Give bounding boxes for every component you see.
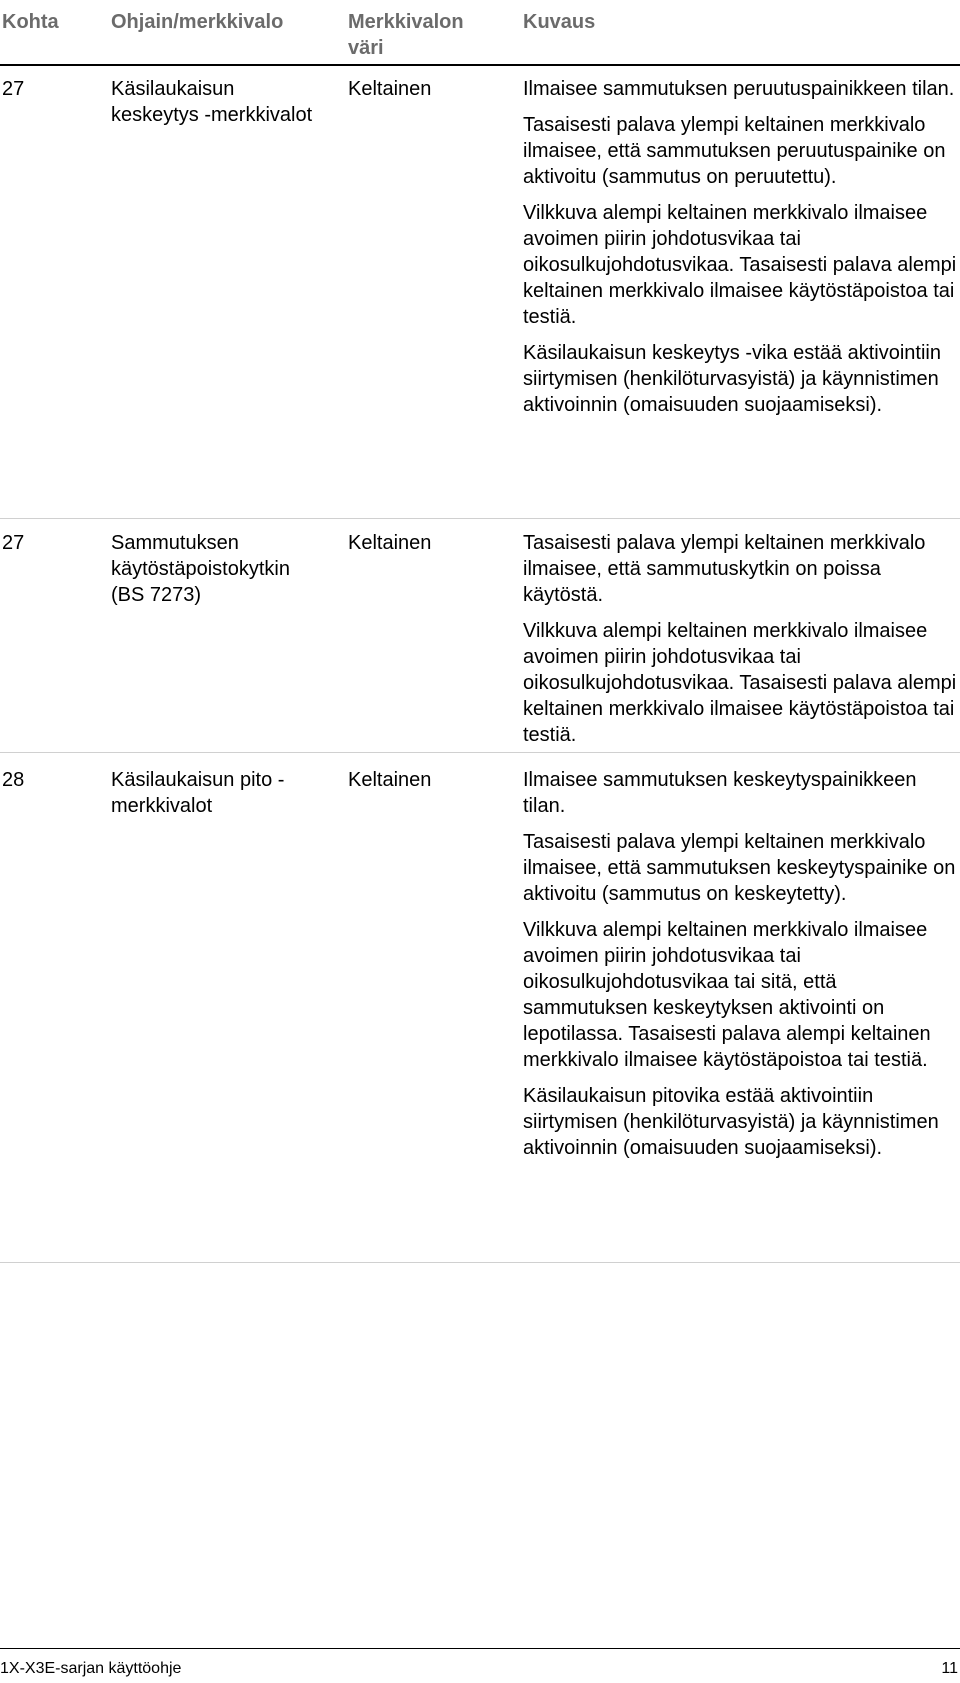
header-vari: Merkkivalon väri: [348, 11, 464, 59]
row-vari: Keltainen: [348, 532, 432, 554]
row-ohjain: Käsilaukaisun keskeytys -merkkivalot: [111, 78, 313, 126]
description-paragraph: Tasaisesti palava ylempi keltainen merkkivalo ilmaisee, että sammutuksen keskeytyspainike on aktivoitu (sammutus on keskeytetty).: [523, 831, 956, 905]
page-footer: [0, 1648, 960, 1683]
footer-page-number: 11: [941, 1660, 958, 1677]
description-paragraph: Ilmaisee sammutuksen keskeytyspainikkeen tilan.: [523, 769, 917, 817]
row-kohta: 28: [2, 769, 25, 791]
row-vari: Keltainen: [348, 769, 432, 791]
row-vari: Keltainen: [348, 78, 432, 100]
description-paragraph: Käsilaukaisun keskeytys -vika estää aktivointiin siirtymisen (henkilöturvasyistä) ja käynnistimen aktivoinnin (omaisuuden suojaamiseksi).: [523, 342, 941, 416]
description-paragraph: Tasaisesti palava ylempi keltainen merkkivalo ilmaisee, että sammutuksen peruutuspainike on aktivoitu (sammutus on peruutettu).: [523, 114, 946, 188]
description-paragraph: Tasaisesti palava ylempi keltainen merkkivalo ilmaisee, että sammutuskytkin on poissa käytöstä.: [523, 532, 926, 606]
header-kohta: Kohta: [2, 11, 59, 33]
row-kohta: 27: [2, 532, 25, 554]
table-header-row: [0, 0, 960, 66]
row-ohjain: Käsilaukaisun pito -merkkivalot: [111, 769, 285, 817]
description-paragraph: Käsilaukaisun pitovika estää aktivointiin siirtymisen (henkilöturvasyistä) ja käynnistimen aktivoinnin (omaisuuden suojaamiseksi).: [523, 1085, 939, 1159]
row-kohta: 27: [2, 78, 25, 100]
footer-document-title: 1X-X3E-sarjan käyttöohje: [0, 1660, 182, 1677]
description-paragraph: Vilkkuva alempi keltainen merkkivalo ilmaisee avoimen piirin johdotusvikaa tai oikosulkujohdotusvikaa. Tasaisesti palava alempi keltainen merkkivalo ilmaisee käytöstäpoistoa tai testiä.: [523, 620, 957, 746]
description-paragraph: Vilkkuva alempi keltainen merkkivalo ilmaisee avoimen piirin johdotusvikaa tai oikosulkujohdotusvikaa tai sitä, että sammutuksen keskeytyksen aktivointi on lepotilassa. Tasaisesti palava alempi keltainen merkkivalo ilmaisee käytöstäpoistoa tai testiä.: [523, 919, 931, 1071]
row-kuvaus: [523, 767, 960, 1171]
table-row: [0, 767, 960, 1263]
description-paragraph: Vilkkuva alempi keltainen merkkivalo ilmaisee avoimen piirin johdotusvikaa tai oikosulkujohdotusvikaa. Tasaisesti palava alempi keltainen merkkivalo ilmaisee käytöstäpoistoa tai testiä.: [523, 202, 957, 328]
header-kuvaus: Kuvaus: [523, 11, 596, 33]
table-row: [0, 530, 960, 753]
row-ohjain: Sammutuksen käytöstäpoistokytkin (BS 7273): [111, 532, 290, 606]
table-row: [0, 76, 960, 519]
row-kuvaus: [523, 530, 960, 758]
row-kuvaus: [523, 76, 960, 428]
header-ohjain: Ohjain/merkkivalo: [111, 11, 284, 33]
description-paragraph: Ilmaisee sammutuksen peruutuspainikkeen tilan.: [523, 78, 955, 100]
